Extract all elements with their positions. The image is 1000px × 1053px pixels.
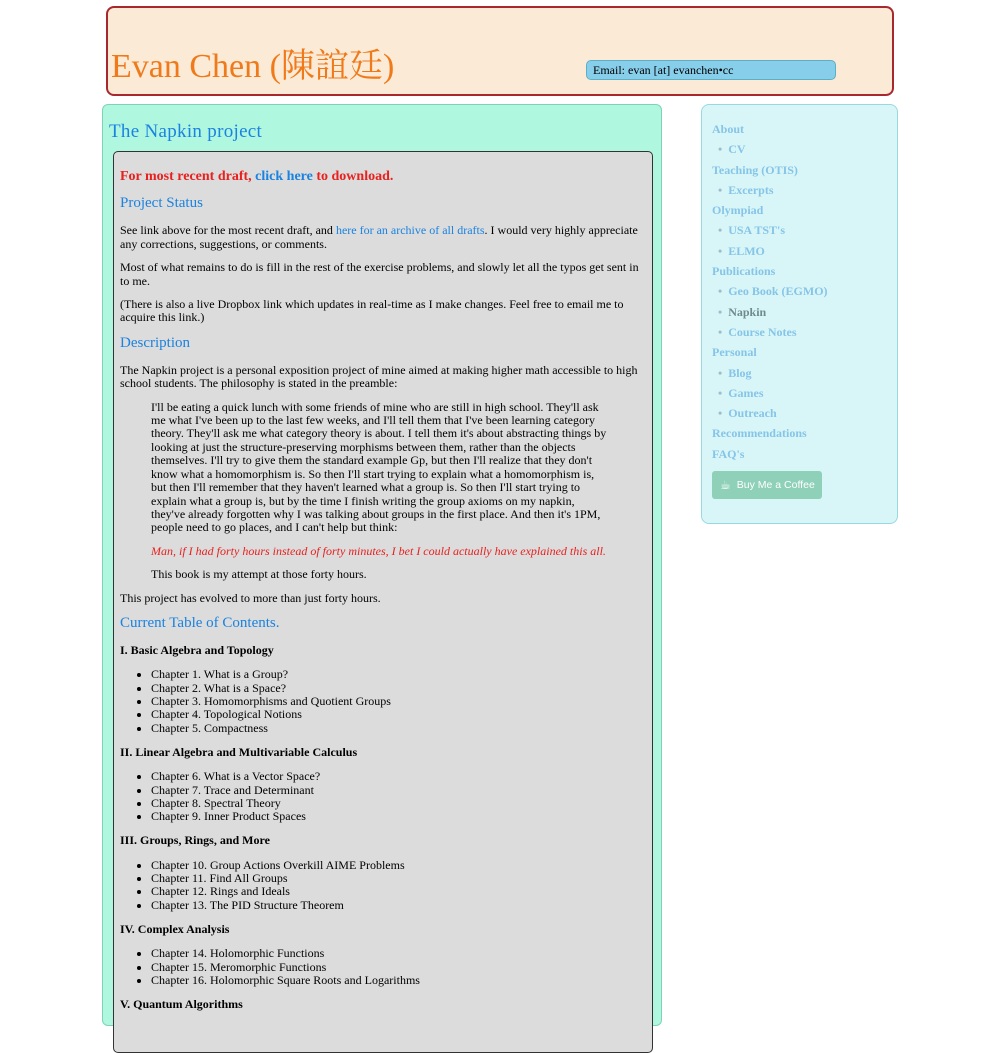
bullet-icon: •: [718, 406, 723, 421]
chapter-list: [120, 770, 648, 823]
sidebar-item-label: Napkin: [728, 304, 767, 319]
toc-part-title: IV. Complex Analysis: [120, 922, 230, 937]
sidebar-item-label: FAQ's: [712, 446, 745, 461]
sidebar-item-elmo[interactable]: [712, 241, 828, 261]
bullet-icon: •: [718, 243, 723, 258]
chapter-item: • Chapter 11. Find All Groups: [151, 872, 648, 885]
sidebar-item-games[interactable]: [712, 383, 828, 403]
sidebar-item-personal[interactable]: [712, 342, 828, 362]
sidebar-item-label: Geo Book (EGMO): [728, 284, 828, 299]
bullet-icon: •: [718, 304, 723, 319]
site-header: [106, 6, 894, 96]
sidebar-item-label: Outreach: [728, 406, 777, 421]
sidebar-item-label: Excerpts: [728, 182, 774, 197]
coffee-cup-icon: ☕: [720, 478, 731, 492]
sidebar-item-label: Course Notes: [728, 324, 797, 339]
buy-me-a-coffee-button[interactable]: [712, 471, 822, 499]
description-paragraph: The Napkin project is a personal exposition project of mine aimed at making higher math accessible to high school students. The philosophy is stated in the preamble:: [120, 362, 638, 391]
sidebar-item-label: ELMO: [728, 243, 765, 258]
bullet-icon: •: [718, 223, 723, 238]
sidebar-item-course-notes[interactable]: [712, 322, 828, 342]
chapter-item: • Chapter 5. Compactness: [151, 722, 648, 735]
preamble-quote-end: This book is my attempt at those forty hours.: [151, 567, 367, 582]
download-link[interactable]: click here: [255, 169, 313, 184]
email-field[interactable]: Email: evan [at] evanchen•cc: [586, 60, 836, 80]
sidebar-item-label: About: [712, 122, 745, 136]
sidebar-item-label: Games: [728, 385, 764, 400]
chapter-item: • Chapter 15. Meromorphic Functions: [151, 961, 648, 974]
chapter-item: • Chapter 3. Homomorphisms and Quotient Groups: [151, 695, 648, 708]
sidebar-item-usa-tst-s[interactable]: [712, 220, 828, 240]
toc-heading: Current Table of Contents.: [120, 614, 280, 631]
chapter-item: • Chapter 7. Trace and Determinant: [151, 784, 648, 797]
status-paragraph-3: (There is also a live Dropbox link which updates in real-time as I make changes. Feel free to email me to acquire this link.): [120, 297, 624, 325]
sidebar-nav: [712, 119, 828, 464]
sidebar-item-napkin[interactable]: [712, 302, 828, 322]
chapter-item: • Chapter 10. Group Actions Overkill AIME Problems: [151, 859, 648, 872]
chapter-item: • Chapter 4. Topological Notions: [151, 708, 648, 721]
toc-part-title: II. Linear Algebra and Multivariable Calculus: [120, 744, 358, 759]
bullet-icon: •: [718, 142, 723, 157]
sidebar-item-cv[interactable]: [712, 139, 828, 159]
sidebar-item-label: Personal: [712, 345, 757, 360]
coffee-label: Buy Me a Coffee: [736, 479, 815, 491]
sidebar-item-label: Olympiad: [712, 203, 764, 218]
status-heading: Project Status: [120, 195, 203, 212]
sidebar-item-teaching-otis[interactable]: [712, 160, 828, 180]
download-prefix: For most recent draft,: [120, 169, 256, 184]
preamble-quote: I'll be eating a quick lunch with some friends of mine who are still in high school. They'll ask me what I've been up to the last few weeks, and I'll tell them that I've been learning category theory. They'll ask me what category theory is about. I tell them it's about abstracting things by looking at just the structure-preserving morphisms between them, rather than the objects themselves. I'll try to give them the standard example Gp, but then I'll realize that they don't know what a homomorphism is. So then I'll start trying to explain what a homomorphism is, but then I'll remember that they haven't learned what a group is. So then I'll start trying to explain what a group is, but by the time I finish writing the group axioms on my napkin, they've already forgotten why I was talking about groups in the first place. And then it's 1PM, people need to go places, and I can't help but think:: [151, 399, 607, 535]
archive-link[interactable]: here for an archive of all drafts: [335, 223, 485, 238]
description-paragraph-2: This project has evolved to more than just forty hours.: [120, 590, 381, 605]
toc-part-title: III. Groups, Rings, and More: [120, 833, 270, 848]
bullet-icon: •: [718, 385, 723, 400]
bullet-icon: •: [718, 182, 723, 197]
chapter-list: [120, 859, 648, 912]
sidebar: [701, 104, 898, 524]
sidebar-item-label: Recommendations: [712, 426, 807, 441]
sidebar-item-label: Teaching (OTIS): [712, 162, 798, 177]
download-line: [120, 170, 648, 183]
status-paragraph-2: Most of what remains to do is fill in the rest of the exercise problems, and slowly let all the typos get sent in to me.: [120, 260, 639, 288]
status-paragraph-1: [120, 224, 648, 251]
chapter-item: • Chapter 1. What is a Group?: [151, 668, 648, 681]
chapter-list: [120, 947, 648, 987]
site-title[interactable]: Evan Chen (陳誼廷): [111, 48, 395, 85]
chapter-item: • Chapter 12. Rings and Ideals: [151, 885, 648, 898]
toc-part-title: I. Basic Algebra and Topology: [120, 642, 274, 657]
chapter-item: • Chapter 13. The PID Structure Theorem: [151, 899, 648, 912]
chapter-item: • Chapter 6. What is a Vector Space?: [151, 770, 648, 783]
sidebar-item-label: Publications: [712, 264, 776, 279]
chapter-list: [120, 668, 648, 734]
sidebar-item-blog[interactable]: [712, 363, 828, 383]
preamble-quote-highlight: Man, if I had forty hours instead of forty minutes, I bet I could actually have explained this all.: [151, 543, 606, 558]
chapter-item: • Chapter 2. What is a Space?: [151, 682, 648, 695]
chapter-item: • Chapter 8. Spectral Theory: [151, 797, 648, 810]
page-title: The Napkin project: [109, 121, 263, 142]
bullet-icon: •: [718, 324, 723, 339]
sidebar-item-olympiad[interactable]: [712, 200, 828, 220]
sidebar-item-faq-s[interactable]: [712, 444, 828, 464]
chapter-item: • Chapter 14. Holomorphic Functions: [151, 947, 648, 960]
status-p1-prefix: See link above for the most recent draft, and: [120, 223, 336, 238]
sidebar-item-about[interactable]: [712, 119, 828, 139]
sidebar-item-excerpts[interactable]: [712, 180, 828, 200]
sidebar-item-recommendations[interactable]: [712, 423, 828, 443]
sidebar-item-label: USA TST's: [728, 223, 786, 238]
chapter-item: • Chapter 9. Inner Product Spaces: [151, 810, 648, 823]
download-suffix: to download.: [312, 169, 394, 184]
bullet-icon: •: [718, 284, 723, 299]
content-body: [120, 152, 648, 1023]
sidebar-item-label: CV: [728, 142, 746, 157]
chapter-item: • Chapter 16. Holomorphic Square Roots and Logarithms: [151, 974, 648, 987]
main-content: [102, 104, 662, 1026]
content-box: [113, 151, 653, 1053]
toc-part-title: V. Quantum Algorithms: [120, 997, 243, 1012]
status-p1-suffix: . I would very highly appreciate any corrections, suggestions, or comments.: [120, 223, 638, 251]
sidebar-item-label: Blog: [728, 365, 752, 380]
sidebar-item-publications[interactable]: [712, 261, 828, 281]
description-heading: Description: [120, 334, 190, 351]
sidebar-item-outreach[interactable]: [712, 403, 828, 423]
bullet-icon: •: [718, 365, 723, 380]
table-of-contents: [120, 644, 648, 1012]
sidebar-item-geo-book-egmo[interactable]: [712, 281, 828, 301]
